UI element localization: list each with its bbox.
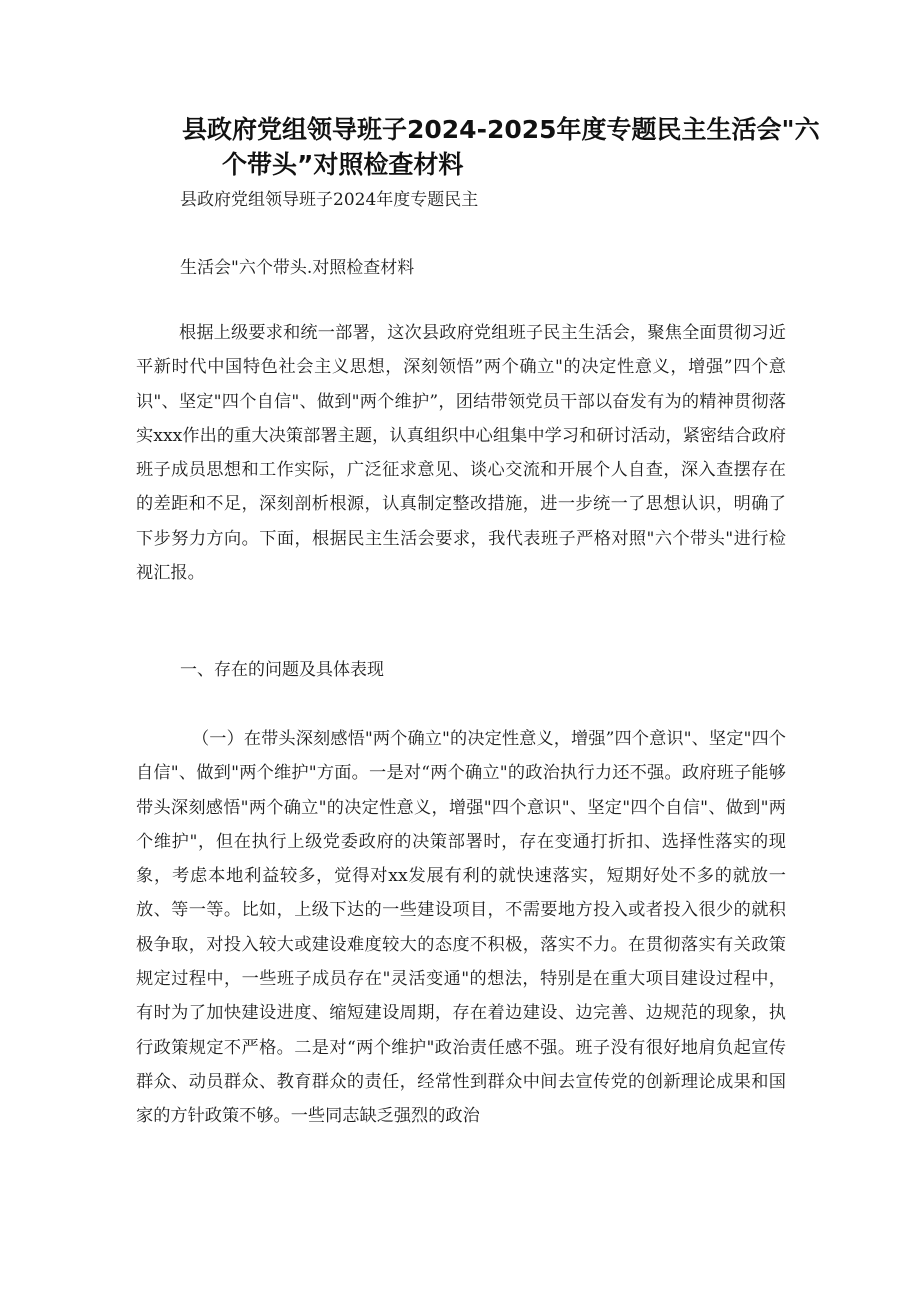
document-subtitle-line-2: 生活会"六个带头.对照检查材料 [180,258,415,278]
document-title [135,112,820,182]
intro-paragraph: 根据上级要求和统一部署，这次县政府党组班子民主生活会，聚焦全面贯彻习近平新时代中国特色社会主义思想，深刻领悟”两个确立"的决定性意义，增强”四个意识"、坚定"四个自信"、做到"两个维护”，团结带领党员干部以奋发有为的精神贯彻落实xxx作出的重大决策部署主题，认真组织中心组集中学习和研讨活动，紧密结合政府班子成员思想和工作实际，广泛征求意见、谈心交流和开展个人自查，深入查摆存在的差距和不足，深刻剖析根源，认真制定整改措施，进一步统一了思想认识，明确了下步努力方向。下面，根据民主生活会要求，我代表班子严格对照"六个带头"进行检视汇报。 [136,323,786,584]
section-heading: 一、存在的问题及具体表现 [180,660,384,680]
document-title-line-2: 个带头”对照检查材料 [222,150,464,179]
section-paragraph: （一）在带头深刻感悟"两个确立"的决定性意义，增强”四个意识"、坚定"四个自信"、做到"两个维护"方面。一是对“两个确立"的政治执行力还不强。政府班子能够带头深刻感悟"两个确立"的决定性意义，增强"四个意识"、坚定"四个自信"、做到"两个维护"，但在执行上级党委政府的决策部署时，存在变通打折扣、选择性落实的现象，考虑本地利益较多，觉得对xx发展有利的就快速落实，短期好处不多的就放一放、等一等。比如，上级下达的一些建设项目，不需要地方投入或者投入很少的就积极争取，对投入较大或建设难度较大的态度不积极，落实不力。在贯彻落实有关政策规定过程中，一些班子成员存在"灵活变通"的想法，特别是在重大项目建设过程中，有时为了加快建设进度、缩短建设周期，存在着边建设、边完善、边规范的现象，执行政策规定不严格。二是对“两个维护"政治责任感不强。班子没有很好地肩负起宣传群众、动员群众、教育群众的责任，经常性到群众中间去宣传党的创新理论成果和国家的方针政策不够。一些同志缺乏强烈的政治 [136,729,786,1127]
document-subtitle-line-1: 县政府党组领导班子2024年度专题民主 [180,190,479,210]
document-title-line-1: 县政府党组领导班子2024-2025年度专题民主生活会"六 [182,115,820,144]
